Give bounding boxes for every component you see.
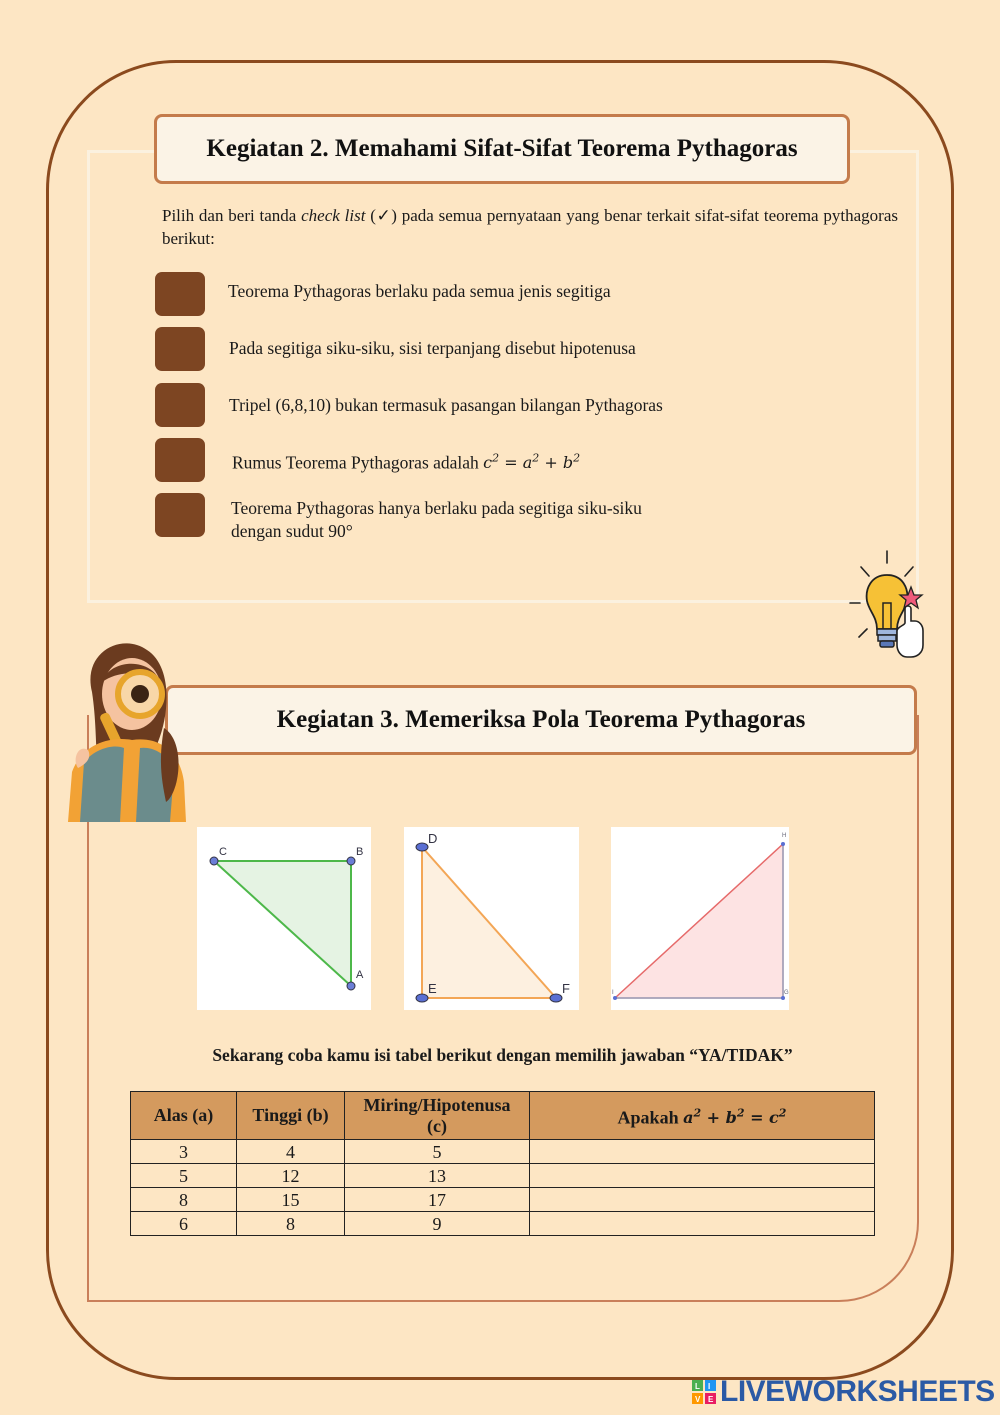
svg-text:L: L xyxy=(695,1382,700,1391)
formula-lead-text: Rumus Teorema Pythagoras adalah xyxy=(232,452,484,473)
activity2-instruction xyxy=(162,204,898,248)
header-miring xyxy=(345,1092,530,1140)
svg-text:E: E xyxy=(708,1395,714,1404)
vertex-label-a: A xyxy=(356,969,364,981)
table-header-row xyxy=(131,1092,875,1140)
statement-checkbox-4[interactable] xyxy=(155,438,205,482)
table-row xyxy=(131,1140,875,1164)
header-miring-line1: Miring/Hipotenusa xyxy=(363,1094,511,1115)
instruction-emphasis: check list xyxy=(301,206,366,225)
statement-text-4 xyxy=(232,447,792,474)
cell-alas: 3 xyxy=(131,1140,237,1164)
cell-tinggi: 8 xyxy=(237,1212,345,1236)
vertex-label-c: C xyxy=(219,846,227,858)
statement-text-3: Tripel (6,8,10) bukan termasuk pasangan bilangan Pythagoras xyxy=(229,395,663,415)
cell-miring: 17 xyxy=(345,1188,530,1212)
activity3-title: Kegiatan 3. Memeriksa Pola Teorema Pythagoras xyxy=(165,685,917,755)
activity2-title: Kegiatan 2. Memahami Sifat-Sifat Teorema Pythagoras xyxy=(154,114,850,184)
statement-text-1: Teorema Pythagoras berlaku pada semua jenis segitiga xyxy=(228,281,611,301)
answer-dropdown[interactable] xyxy=(530,1212,875,1236)
statement-text-5 xyxy=(231,497,791,543)
statement-checkbox-3[interactable] xyxy=(155,383,205,427)
cell-alas: 5 xyxy=(131,1164,237,1188)
statement-row-2 xyxy=(155,327,875,371)
triangle-image-ghi xyxy=(611,827,789,1010)
instruction-text-end: pada semua pernyataan yang benar terkait sifat-sifat teorema pythagoras berikut: xyxy=(162,206,898,248)
table-row xyxy=(131,1212,875,1236)
table-row xyxy=(131,1188,875,1212)
answer-dropdown[interactable] xyxy=(530,1188,875,1212)
statement-row-5 xyxy=(155,493,875,541)
cell-alas: 6 xyxy=(131,1212,237,1236)
cell-miring: 13 xyxy=(345,1164,530,1188)
header-apakah-text: Apakah xyxy=(617,1107,684,1128)
statement-row-4 xyxy=(155,438,875,482)
cell-tinggi: 12 xyxy=(237,1164,345,1188)
liveworksheets-wordmark: LIVEWORKSHEETS xyxy=(720,1375,995,1408)
answer-dropdown[interactable] xyxy=(530,1140,875,1164)
pythagoras-formula: $c^2 = a^2 + b^2$ xyxy=(483,452,581,473)
cell-miring: 5 xyxy=(345,1140,530,1164)
pythagoras-table xyxy=(130,1091,875,1236)
cell-tinggi: 4 xyxy=(237,1140,345,1164)
cell-tinggi: 15 xyxy=(237,1188,345,1212)
vertex-label-b: B xyxy=(356,846,364,858)
statement-row-3 xyxy=(155,383,875,427)
header-apakah xyxy=(530,1092,875,1140)
table-row xyxy=(131,1164,875,1188)
vertex-label-h: H xyxy=(782,833,787,839)
statement-text-5-line1: Teorema Pythagoras hanya berlaku pada segitiga siku-siku xyxy=(231,498,642,518)
header-tinggi: Tinggi (b) xyxy=(237,1092,345,1140)
header-alas: Alas (a) xyxy=(131,1092,237,1140)
cell-alas: 8 xyxy=(131,1188,237,1212)
svg-text:I: I xyxy=(708,1382,711,1391)
statement-text-2: Pada segitiga siku-siku, sisi terpanjang disebut hipotenusa xyxy=(229,338,636,358)
vertex-label-d: D xyxy=(428,831,438,846)
vertex-label-g: G xyxy=(784,990,789,996)
instruction-text-start: Pilih dan beri tanda xyxy=(162,206,302,225)
liveworksheets-logo-icon xyxy=(692,1380,716,1404)
header-formula: $a^2 + b^2 = c^2$ xyxy=(683,1106,787,1128)
statement-text-5-line2: dengan sudut 90° xyxy=(231,521,353,541)
answer-dropdown[interactable] xyxy=(530,1164,875,1188)
statement-checkbox-2[interactable] xyxy=(155,327,205,371)
header-miring-line2: (c) xyxy=(427,1115,447,1136)
triangle-image-def xyxy=(404,827,579,1010)
vertex-label-f: F xyxy=(562,981,570,996)
statement-checkbox-5[interactable] xyxy=(155,493,205,537)
triangle-image-abc xyxy=(197,827,371,1010)
statement-checkbox-1[interactable] xyxy=(155,272,205,316)
check-mark-icon: (✓) xyxy=(365,206,402,225)
vertex-label-i: I xyxy=(612,990,614,996)
lightbulb-idea-icon xyxy=(845,545,930,665)
girl-magnifier-illustration xyxy=(62,632,192,832)
svg-text:V: V xyxy=(695,1395,701,1404)
vertex-label-e: E xyxy=(428,981,437,996)
statement-row-1 xyxy=(155,272,875,316)
table-prompt: Sekarang coba kamu isi tabel berikut dengan memilih jawaban “YA/TIDAK” xyxy=(212,1045,793,1065)
liveworksheets-brand[interactable] xyxy=(692,1375,995,1409)
cell-miring: 9 xyxy=(345,1212,530,1236)
